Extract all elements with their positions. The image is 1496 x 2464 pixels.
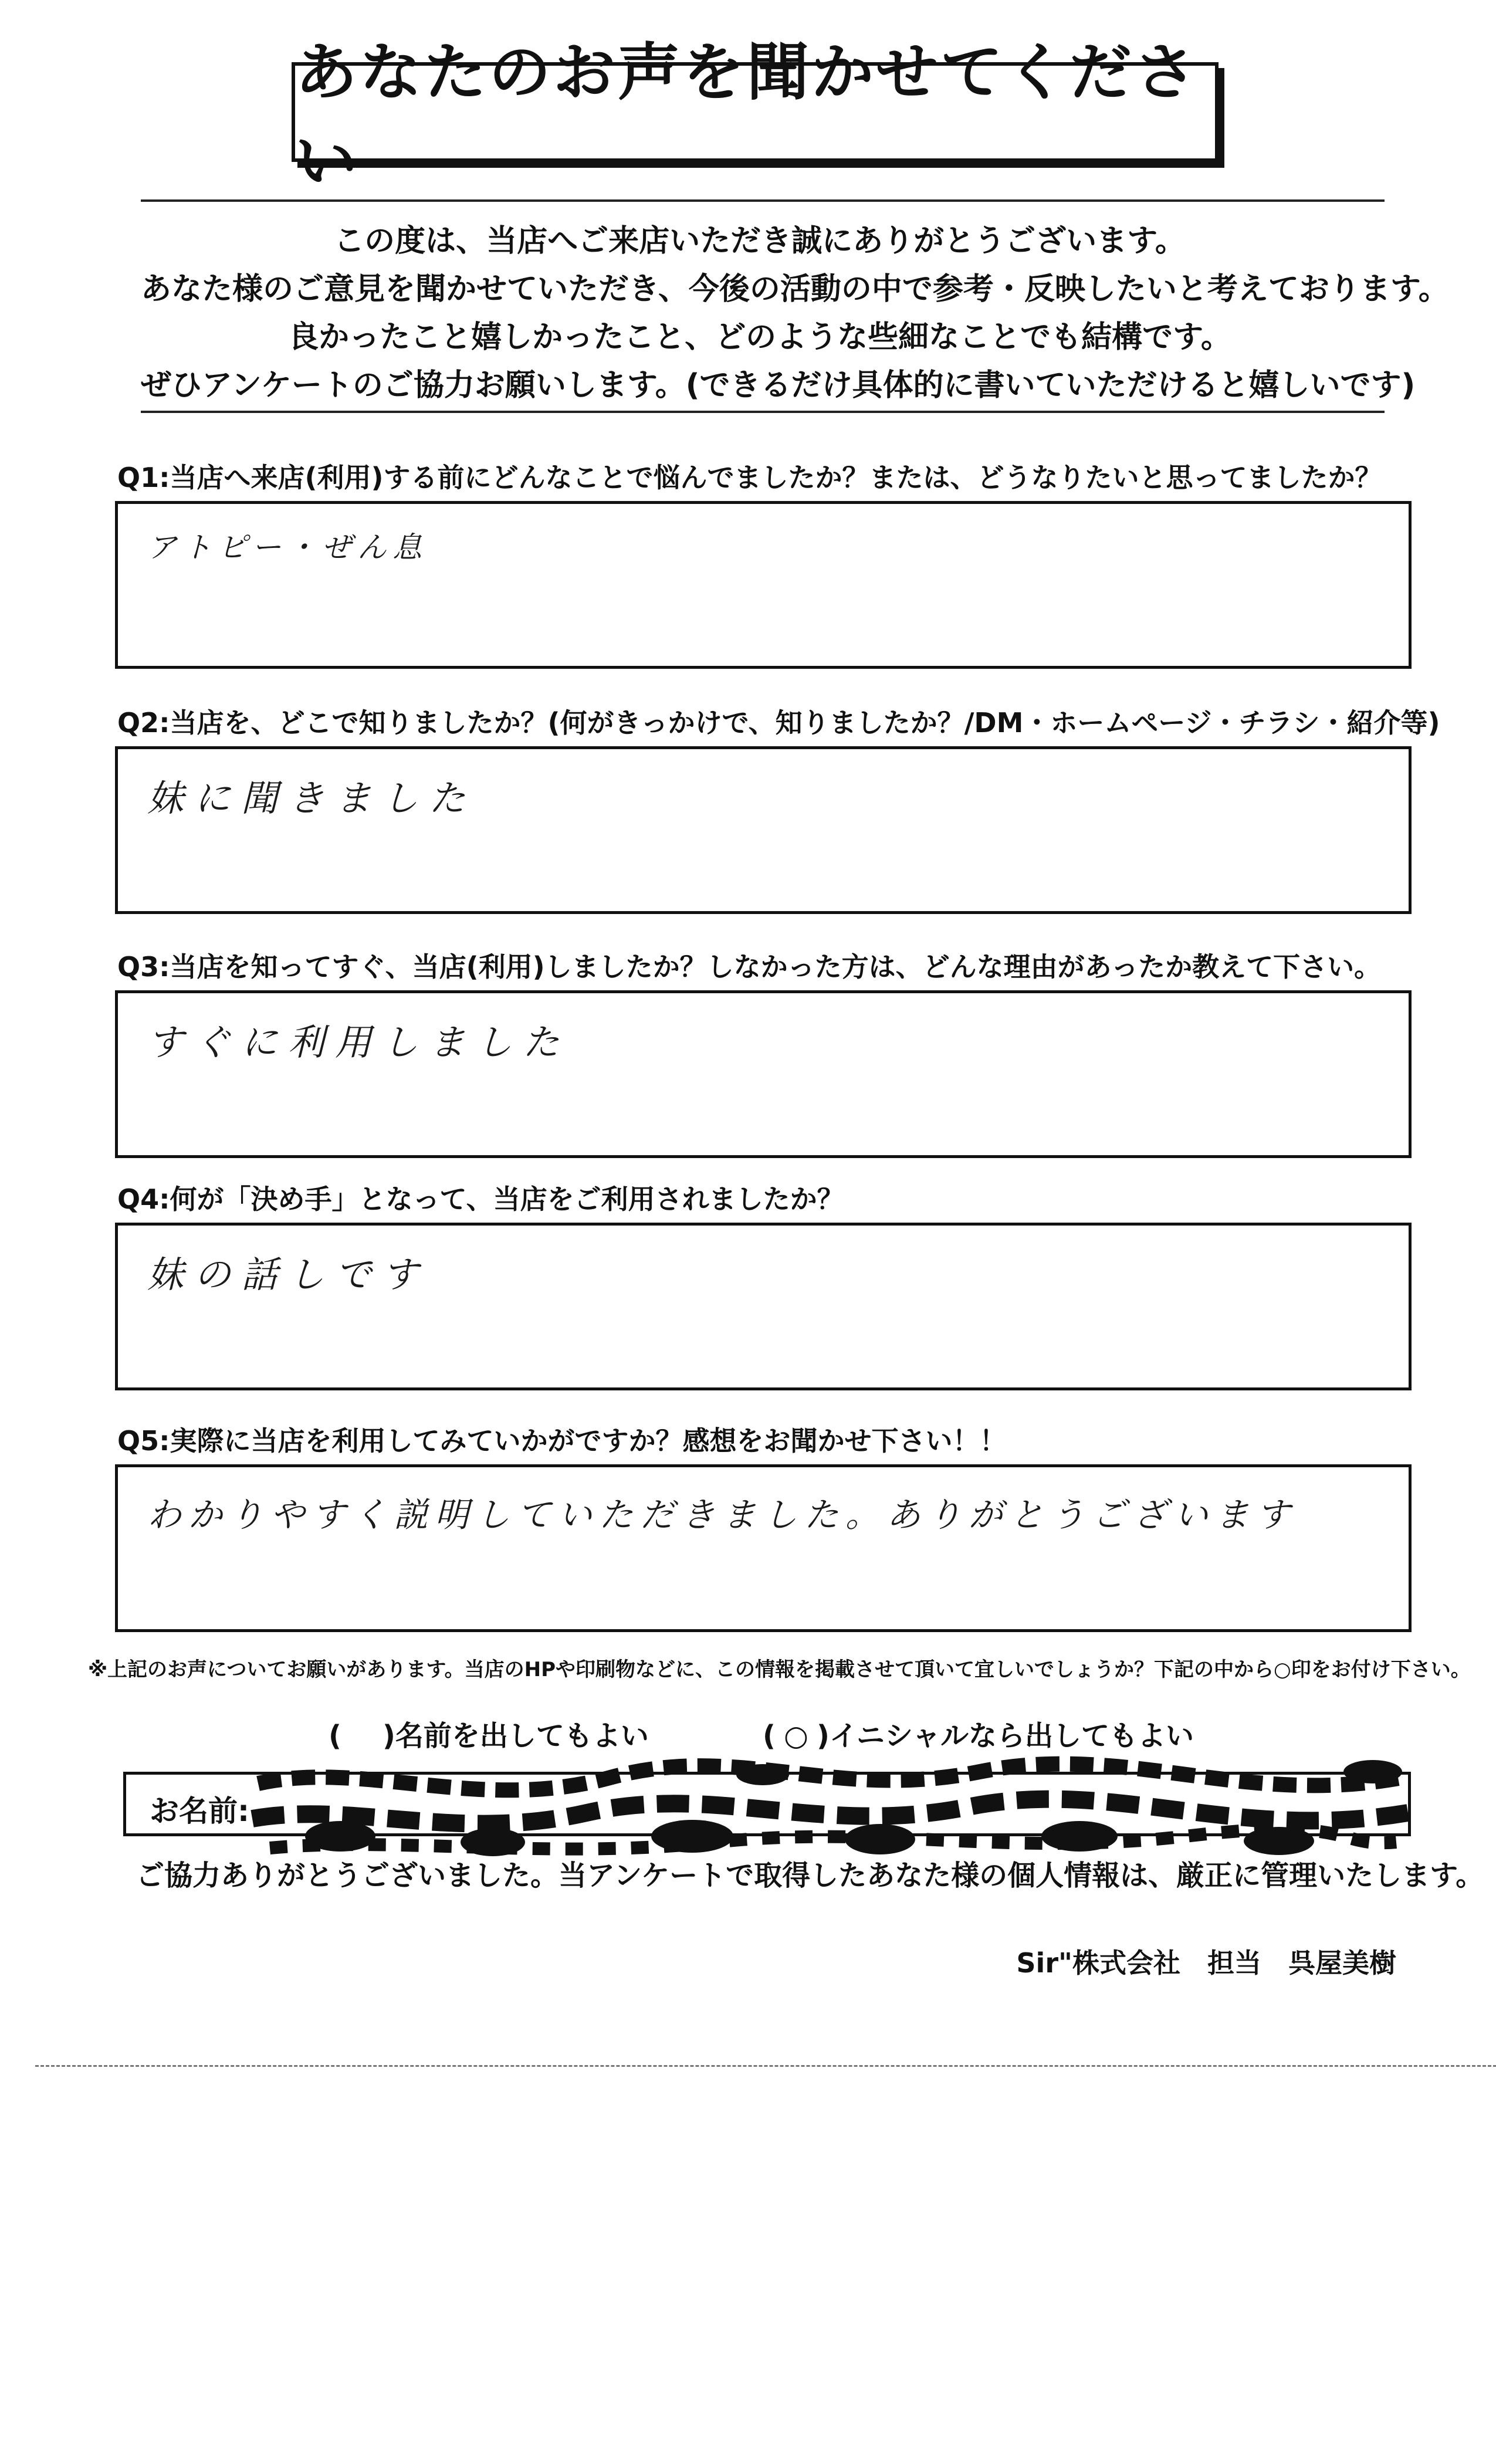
answer-4-box[interactable] xyxy=(115,1223,1412,1390)
title-box xyxy=(292,36,1219,198)
question-5-label: Q5:実際に当店を利用してみていかがですか？感想をお聞かせ下さい！！ xyxy=(117,1425,1007,1457)
answer-4-text: 妹の話しです xyxy=(147,1253,429,1296)
page-title: あなたのお声を聞かせてください xyxy=(295,36,1199,198)
redaction-scribble xyxy=(246,1748,1414,1866)
answer-5-box[interactable] xyxy=(115,1464,1412,1632)
question-4-label: Q4:何が「決め手」となって、当店をご利用されましたか？ xyxy=(117,1183,844,1215)
answer-1-box[interactable] xyxy=(115,501,1412,669)
intro-line: ぜひアンケートのご協力お願いします。(できるだけ具体的に書いていただけると嬉しいです) xyxy=(141,368,1416,403)
intro-line: 良かったこと嬉しかったこと、どのような些細なことでも結構です。 xyxy=(288,320,1231,355)
question-2-label: Q2:当店を、どこで知りましたか？(何がきっかけで、知りましたか？/DM・ホームページ・チラシ・紹介等) xyxy=(117,707,1440,739)
answer-2-text: 妹に聞きました xyxy=(147,777,476,820)
intro-line: あなた様のご意見を聞かせていただき、今後の活動の中で参考・反映したいと考えております。 xyxy=(141,272,1449,307)
thanks-note: ご協力ありがとうございました。当アンケートで取得したあなた様の個人情報は、厳正に管理いたします。 xyxy=(136,1859,1484,1892)
option-full-name-label: 名前を出してもよい xyxy=(395,1720,649,1752)
intro-text xyxy=(141,217,1449,409)
answer-1-text: アトピー・ぜん息 xyxy=(147,530,428,564)
answer-2-box[interactable] xyxy=(115,746,1412,914)
permission-notice: ※上記のお声についてお願いがあります。当店のHPや印刷物などに、この情報を掲載させて頂いて宜しいでしょうか？下記の中から○印をお付け下さい。 xyxy=(88,1658,1471,1681)
answer-3-box[interactable] xyxy=(115,990,1412,1158)
question-1-label: Q1:当店へ来店(利用)する前にどんなことで悩んでましたか？または、どうなりたいと思ってましたか？ xyxy=(117,462,1382,493)
cut-line xyxy=(35,2065,1496,2067)
company-signature: Sir"株式会社 担当 呉屋美樹 xyxy=(1016,1947,1396,1979)
answer-3-text: すぐに利用しました xyxy=(147,1021,570,1064)
intro-line: この度は、当店へご来店いただき誠にありがとうございます。 xyxy=(334,224,1186,259)
option-initials-label: イニシャルなら出してもよい xyxy=(829,1720,1194,1752)
name-label: お名前: xyxy=(150,1794,249,1828)
intro-divider xyxy=(141,411,1385,413)
option-initials-mark: ○ xyxy=(783,1720,808,1752)
answer-5-text: わかりやすく説明していただきました。ありがとうございます xyxy=(147,1495,1298,1535)
question-3-label: Q3:当店を知ってすぐ、当店(利用)しましたか？しなかった方は、どんな理由があったか教えて下さい。 xyxy=(117,951,1382,983)
option-full-name[interactable]: ( )名前を出してもよい xyxy=(329,1720,649,1752)
option-initials[interactable]: ( ○ )イニシャルなら出してもよい xyxy=(763,1720,1194,1752)
top-divider xyxy=(141,199,1385,202)
